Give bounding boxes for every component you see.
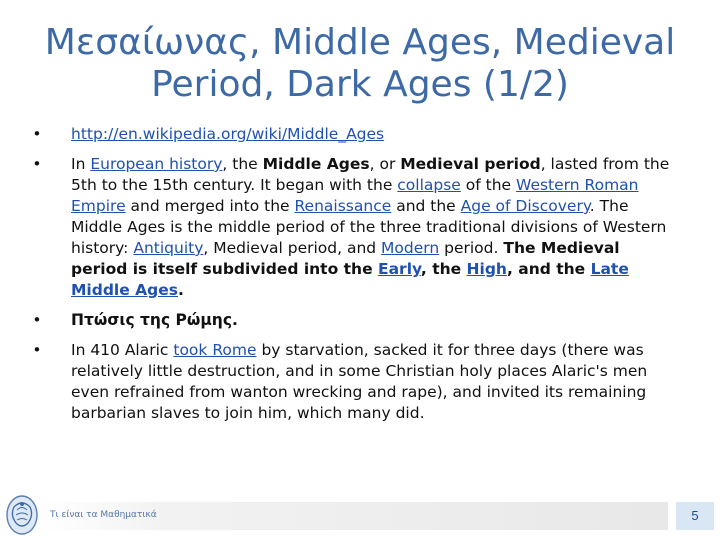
link-modern[interactable]: Modern bbox=[381, 239, 440, 257]
text: and the bbox=[391, 197, 461, 215]
link-renaissance[interactable]: Renaissance bbox=[294, 197, 392, 215]
slide-title bbox=[40, 22, 680, 106]
bullet-item-2 bbox=[30, 154, 680, 301]
text: of the bbox=[460, 176, 517, 194]
bold-text: Middle Ages bbox=[262, 155, 370, 173]
title-line-1: Μεσαίωνας, Middle Ages, Medieval bbox=[44, 22, 676, 63]
footer-text: Τι είναι τα Μαθηματικά bbox=[50, 510, 157, 520]
bold-text: . bbox=[177, 281, 184, 299]
link-age-of-discovery[interactable]: Age of Discovery bbox=[460, 197, 590, 215]
bullet-item-1 bbox=[30, 124, 680, 145]
wikipedia-link[interactable]: http://en.wikipedia.org/wiki/Middle_Ages bbox=[71, 125, 385, 143]
text: , or bbox=[369, 155, 401, 173]
text: . The Middle Ages is the middle period of the three traditional divisions of Western history: bbox=[71, 197, 667, 257]
link-european-history[interactable]: European history bbox=[90, 155, 223, 173]
university-logo-icon bbox=[4, 493, 40, 537]
link-late-middle-ages[interactable]: Late Middle Ages bbox=[71, 260, 629, 299]
text: , the bbox=[222, 155, 263, 173]
link-took-rome[interactable]: took Rome bbox=[173, 341, 257, 359]
text: , lasted from the 5th to the 15th century. It began with the bbox=[71, 155, 670, 194]
link-western-roman-empire[interactable]: Western Roman Empire bbox=[71, 176, 639, 215]
page-number: 5 bbox=[691, 508, 699, 523]
bold-text: The Medieval period is itself subdivided into the bbox=[71, 239, 620, 278]
link-high[interactable]: High bbox=[466, 260, 507, 278]
bullet-item-4 bbox=[30, 340, 680, 424]
text: , Medieval period, and bbox=[203, 239, 382, 257]
bold-text: , and the bbox=[506, 260, 591, 278]
bold-text: Πτώσις της Ρώμης. bbox=[71, 311, 238, 329]
title-line-2: Period, Dark Ages (1/2) bbox=[151, 64, 569, 105]
text: period. bbox=[439, 239, 504, 257]
link-antiquity[interactable]: Antiquity bbox=[133, 239, 204, 257]
link-collapse[interactable]: collapse bbox=[397, 176, 461, 194]
link-early[interactable]: Early bbox=[378, 260, 421, 278]
bullet-marker: • bbox=[32, 155, 42, 173]
text: In bbox=[71, 155, 91, 173]
bullet-marker: • bbox=[32, 125, 42, 143]
bold-text: Medieval period bbox=[400, 155, 541, 173]
bold-text: , the bbox=[420, 260, 467, 278]
text: In 410 Alaric bbox=[71, 341, 174, 359]
bullet-marker: • bbox=[32, 311, 42, 329]
text: and merged into the bbox=[125, 197, 295, 215]
text: by starvation, sacked it for three days (there was relatively little destruction, and in some Christian holy places Alaric's men even refrained from wanton wrecking and rape), and invited its remaining barbarian slaves to join him, which many did. bbox=[71, 341, 648, 422]
bullet-list bbox=[30, 124, 680, 433]
bullet-marker: • bbox=[32, 341, 42, 359]
bullet-item-3 bbox=[30, 310, 680, 331]
